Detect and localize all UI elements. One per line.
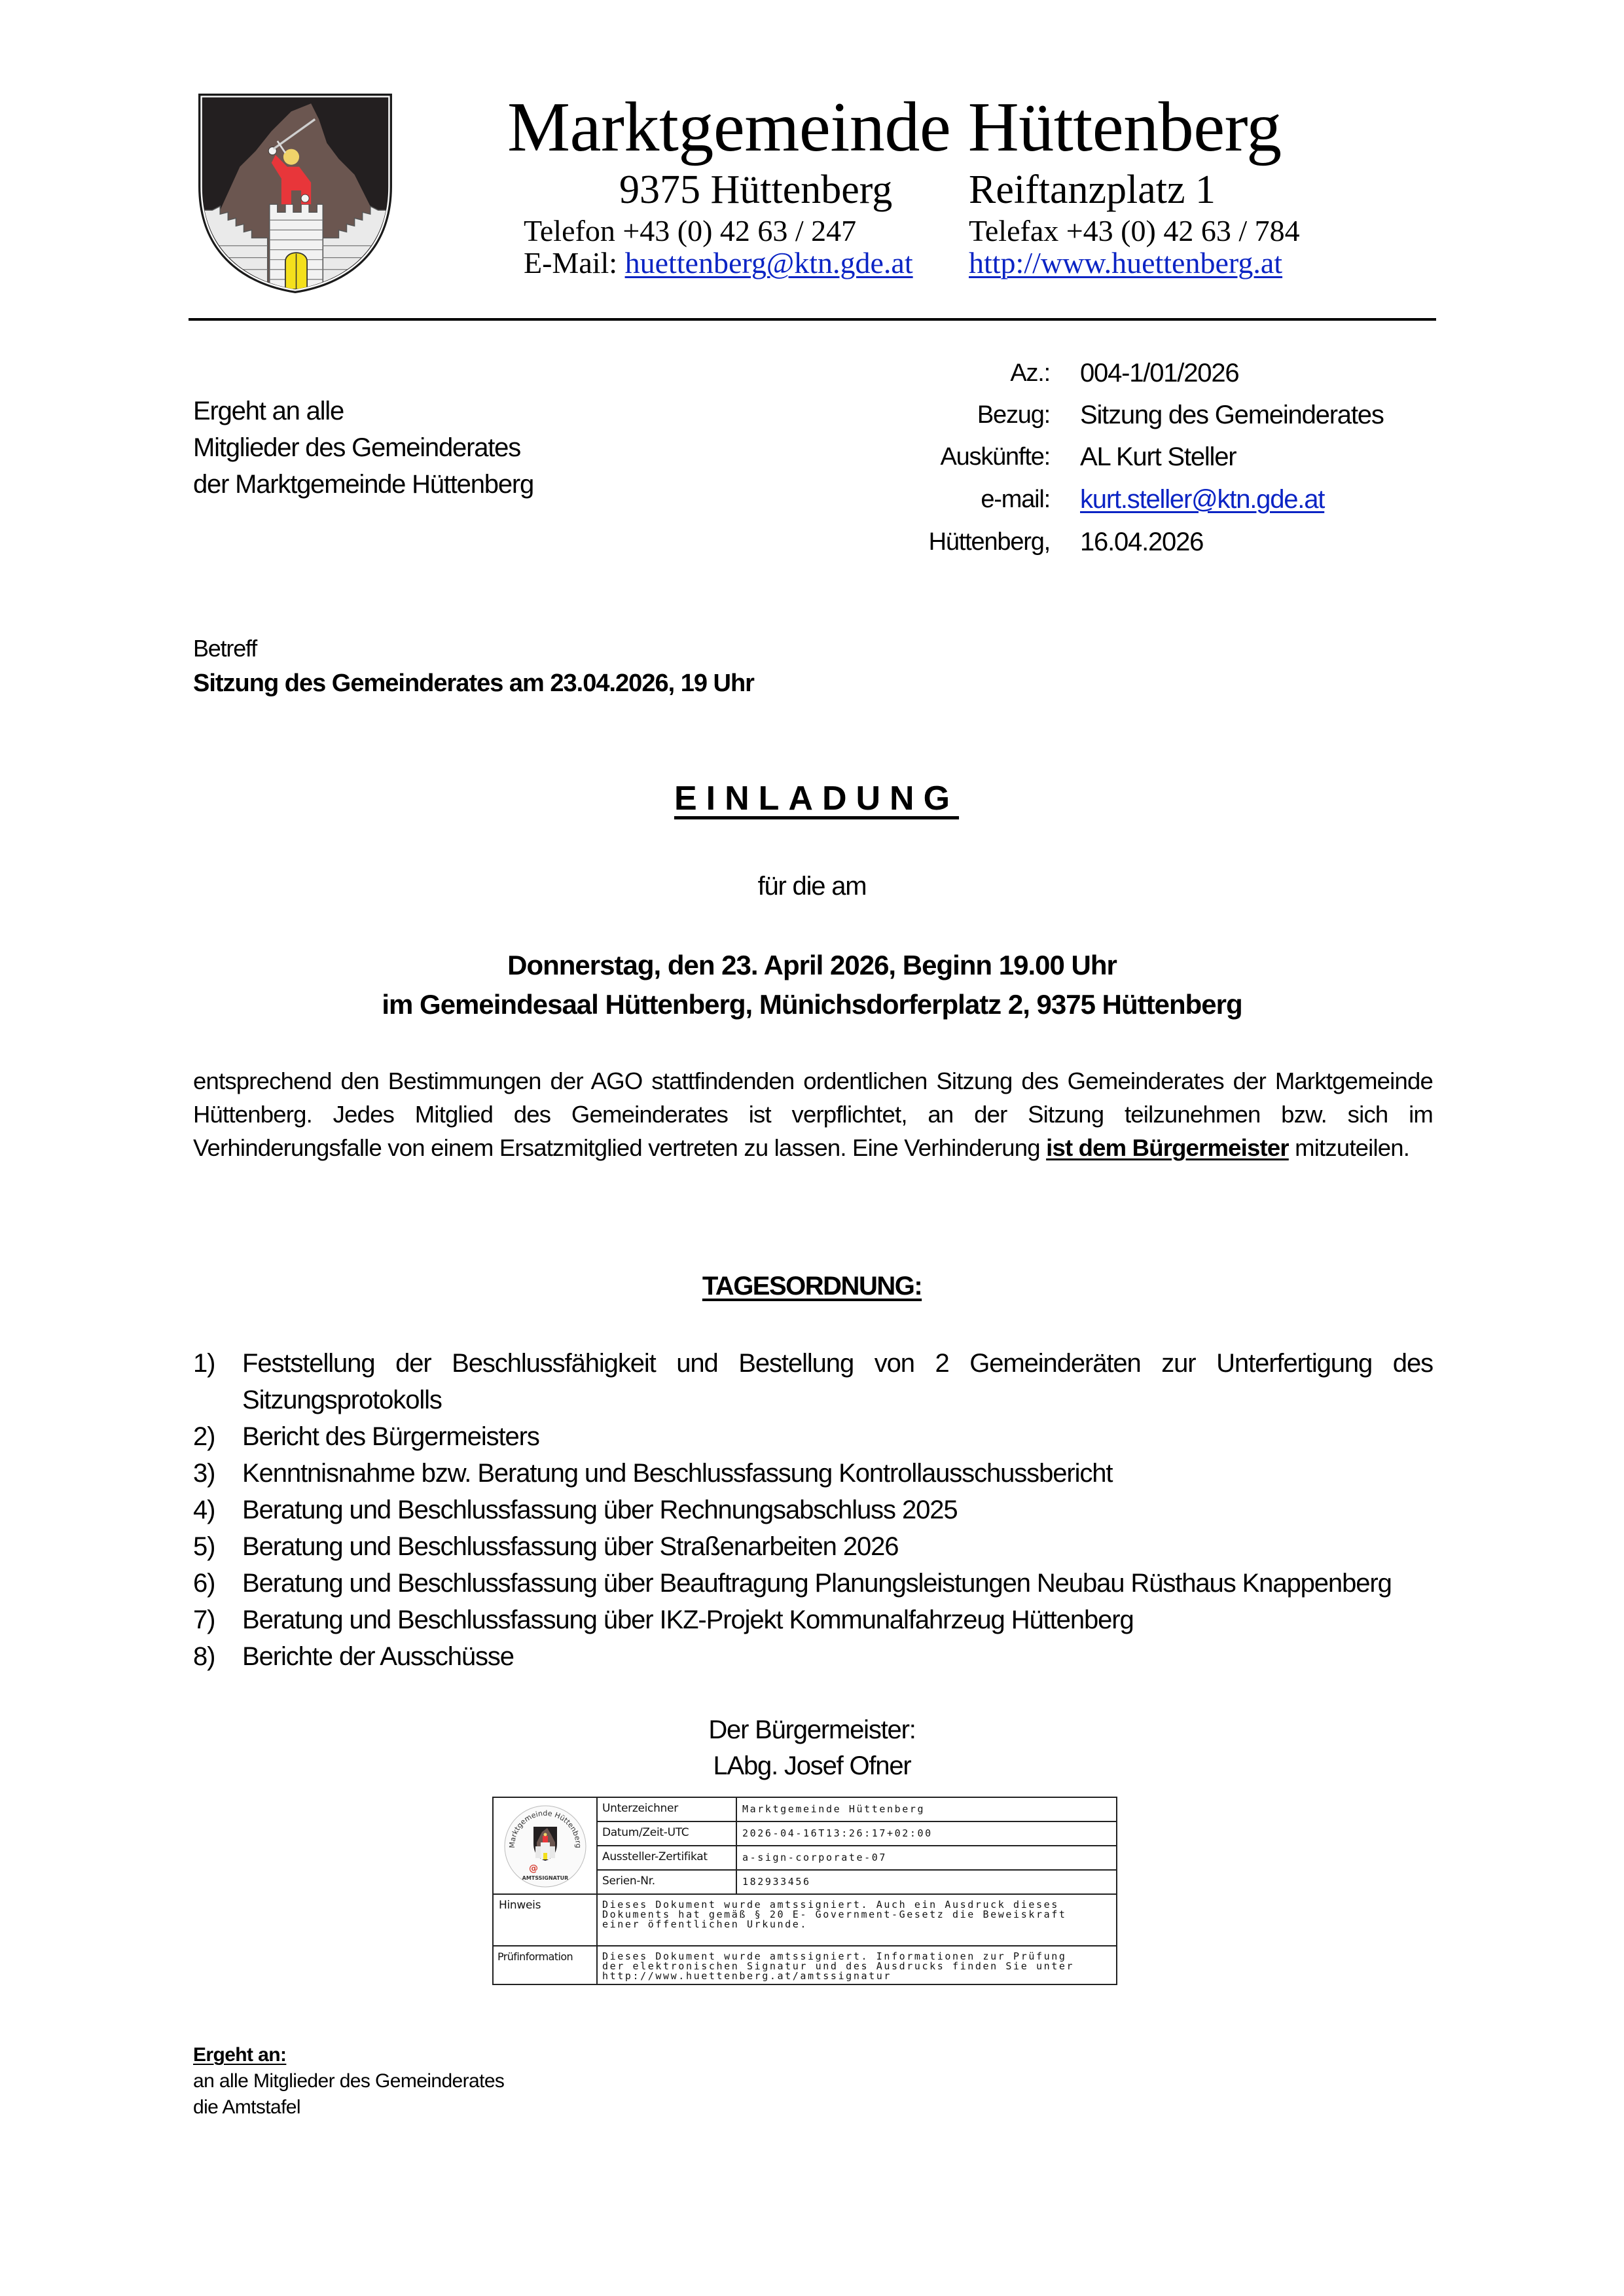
meta-label: Az.: <box>1010 359 1050 387</box>
agenda-item-text: Beratung und Beschlussfassung über IKZ-Projekt Kommunalfahrzeug Hüttenberg <box>242 1605 1134 1634</box>
agenda-list <box>193 1345 1433 1675</box>
organization-name: Marktgemeinde Hüttenberg <box>507 88 1282 166</box>
contact-email-link[interactable]: kurt.steller@ktn.gde.at <box>1080 485 1325 514</box>
table-divider <box>494 1893 1117 1895</box>
paragraph-text-end: mitzuteilen. <box>1288 1134 1410 1161</box>
invitation-paragraph <box>193 1064 1433 1164</box>
document-title-text: EINLADUNG <box>674 780 960 817</box>
hinweis-line: Dieses Dokument wurde amtssigniert. Auch ein Ausdruck dieses <box>602 1899 1059 1910</box>
signature-label: Aussteller-Zertifikat <box>602 1850 708 1863</box>
signature-value: 182933456 <box>742 1876 811 1888</box>
meta-value: 004-1/01/2026 <box>1080 359 1239 387</box>
agenda-item <box>193 1565 1433 1602</box>
pruefinformation-text <box>602 1952 1074 1981</box>
coat-of-arms-icon <box>196 92 394 293</box>
header-email-label: E-Mail: <box>524 246 618 279</box>
agenda-item <box>193 1638 1433 1675</box>
meta-value: Sitzung des Gemeinderates <box>1080 401 1384 429</box>
header-city: 9375 Hüttenberg <box>619 168 893 212</box>
recipient-block <box>193 393 533 503</box>
agenda-item-text: Bericht des Bürgermeisters <box>242 1422 539 1451</box>
table-divider <box>596 1869 1117 1871</box>
agenda-item <box>193 1602 1433 1638</box>
hinweis-label: Hinweis <box>499 1899 541 1912</box>
header-divider <box>189 318 1436 321</box>
meeting-date: Donnerstag, den 23. April 2026, Beginn 19.00 Uhr <box>507 950 1117 980</box>
meta-row-date <box>785 524 1440 560</box>
signature-label: Datum/Zeit-UTC <box>602 1826 689 1839</box>
subject-label: Betreff <box>193 635 257 662</box>
svg-text:@: @ <box>529 1863 538 1874</box>
meeting-location: im Gemeindesaal Hüttenberg, Münichsdorferplatz 2, 9375 Hüttenberg <box>382 989 1242 1020</box>
agenda-item-number: 2) <box>193 1422 215 1451</box>
seal-ring-text: Marktgemeinde Hüttenberg <box>507 1808 583 1848</box>
amtssignatur-seal-icon <box>503 1803 588 1890</box>
meeting-details <box>0 946 1624 1024</box>
invitation-intro: für die am <box>757 872 867 901</box>
hinweis-line: einer öffentlichen Urkunde. <box>602 1918 808 1930</box>
agenda-item-number: 7) <box>193 1605 215 1634</box>
agenda-item-text: Feststellung der Beschlussfähigkeit und Bestellung von 2 Gemeinderäten zur Unterfertigung des Sitzungsprotokolls <box>242 1349 1433 1414</box>
signatory-title: Der Bürgermeister: <box>708 1715 916 1744</box>
agenda-item <box>193 1492 1433 1528</box>
pruefinformation-label: Prüfinformation <box>497 1950 573 1963</box>
agenda-item-number: 6) <box>193 1569 215 1598</box>
header-email <box>524 245 913 281</box>
pruefinformation-line: der elektronischen Signatur und des Ausdrucks finden Sie unter <box>602 1960 1075 1972</box>
agenda-item-number: 8) <box>193 1642 215 1671</box>
distribution-line: die Amtstafel <box>193 2096 300 2118</box>
agenda-item-number: 1) <box>193 1349 215 1378</box>
distribution-line: an alle Mitglieder des Gemeinderates <box>193 2070 505 2092</box>
pruefinformation-line: Dieses Dokument wurde amtssigniert. Informationen zur Prüfung <box>602 1950 1067 1962</box>
agenda-item-text: Kenntnisnahme bzw. Beratung und Beschlussfassung Kontrollausschussbericht <box>242 1459 1113 1488</box>
agenda-item-text: Beratung und Beschlussfassung über Rechnungsabschluss 2025 <box>242 1496 958 1524</box>
meta-label: Hüttenberg, <box>928 528 1050 556</box>
signature-value: 2026-04-16T13:26:17+02:00 <box>742 1827 933 1839</box>
signature-label: Serien-Nr. <box>602 1874 655 1888</box>
document-title <box>0 776 1624 821</box>
table-divider <box>596 1845 1117 1846</box>
meta-value: AL Kurt Steller <box>1080 442 1236 471</box>
agenda-item-number: 5) <box>193 1532 215 1561</box>
table-divider <box>596 1821 1117 1822</box>
distribution-title: Ergeht an: <box>193 2044 287 2066</box>
table-divider <box>494 1945 1117 1946</box>
pruefinformation-link[interactable]: http://www.huettenberg.at/amtssignatur <box>602 1970 892 1982</box>
agenda-item-text: Beratung und Beschlussfassung über Straßenarbeiten 2026 <box>242 1532 899 1561</box>
paragraph-text: entsprechend den Bestimmungen der AGO stattfindenden ordentlichen Sitzung des Gemeinderates der Marktgemeinde Hüttenberg. Jedes Mitglied des Gemeinderates ist verpflichtet, an der Sitzung teilzunehmen bzw. sich im Verhinderungsfalle von einem Ersatzmitglied vertreten zu lassen. Eine Verhinderung <box>193 1067 1433 1161</box>
meta-row-contact <box>785 439 1440 475</box>
signature-value: Marktgemeinde Hüttenberg <box>742 1803 926 1815</box>
seal-badge-text: AMTSSIGNATUR <box>522 1875 569 1881</box>
header-phone: Telefon +43 (0) 42 63 / 247 <box>524 214 857 247</box>
meta-label: e-mail: <box>981 486 1050 513</box>
header-email-link[interactable]: huettenberg@ktn.gde.at <box>624 246 913 279</box>
agenda-item <box>193 1418 1433 1455</box>
recipient-line: Ergeht an alle <box>193 397 344 425</box>
signatory-name: LAbg. Josef Ofner <box>713 1751 911 1780</box>
meta-label: Bezug: <box>977 401 1050 429</box>
meta-row-email <box>785 481 1440 518</box>
agenda-item-number: 4) <box>193 1496 215 1524</box>
hinweis-line: Dokuments hat gemäß § 20 E- Government-Gesetz die Beweiskraft <box>602 1909 1067 1920</box>
recipient-line: Mitglieder des Gemeinderates <box>193 433 520 462</box>
agenda-item <box>193 1528 1433 1565</box>
agenda-title-text: TAGESORDNUNG: <box>702 1272 922 1300</box>
signature-block <box>492 1797 1117 1985</box>
agenda-item <box>193 1455 1433 1492</box>
header-street: Reiftanzplatz 1 <box>969 168 1216 212</box>
meta-label: Auskünfte: <box>940 443 1050 471</box>
agenda-item <box>193 1345 1433 1418</box>
header-website-link[interactable]: http://www.huettenberg.at <box>969 246 1283 279</box>
signature-label: Unterzeichner <box>602 1802 678 1815</box>
agenda-item-number: 3) <box>193 1459 215 1488</box>
table-divider <box>596 1798 598 1984</box>
header-fax: Telefax +43 (0) 42 63 / 784 <box>969 214 1300 247</box>
agenda-title <box>0 1268 1624 1304</box>
agenda-item-text: Berichte der Ausschüsse <box>242 1642 514 1671</box>
recipient-line: der Marktgemeinde Hüttenberg <box>193 470 534 499</box>
meta-value: 16.04.2026 <box>1080 528 1204 556</box>
subject-text: Sitzung des Gemeinderates am 23.04.2026, 19 Uhr <box>193 670 754 697</box>
agenda-item-text: Beratung und Beschlussfassung über Beauftragung Planungsleistungen Neubau Rüsthaus Knappenberg <box>242 1569 1392 1598</box>
paragraph-emphasis: ist dem Bürgermeister <box>1046 1134 1289 1161</box>
header-website <box>969 245 1282 281</box>
signature-value: a-sign-corporate-07 <box>742 1852 887 1863</box>
hinweis-text <box>602 1900 1066 1929</box>
meta-row-reference-number <box>785 355 1440 391</box>
meta-row-reference <box>785 397 1440 433</box>
